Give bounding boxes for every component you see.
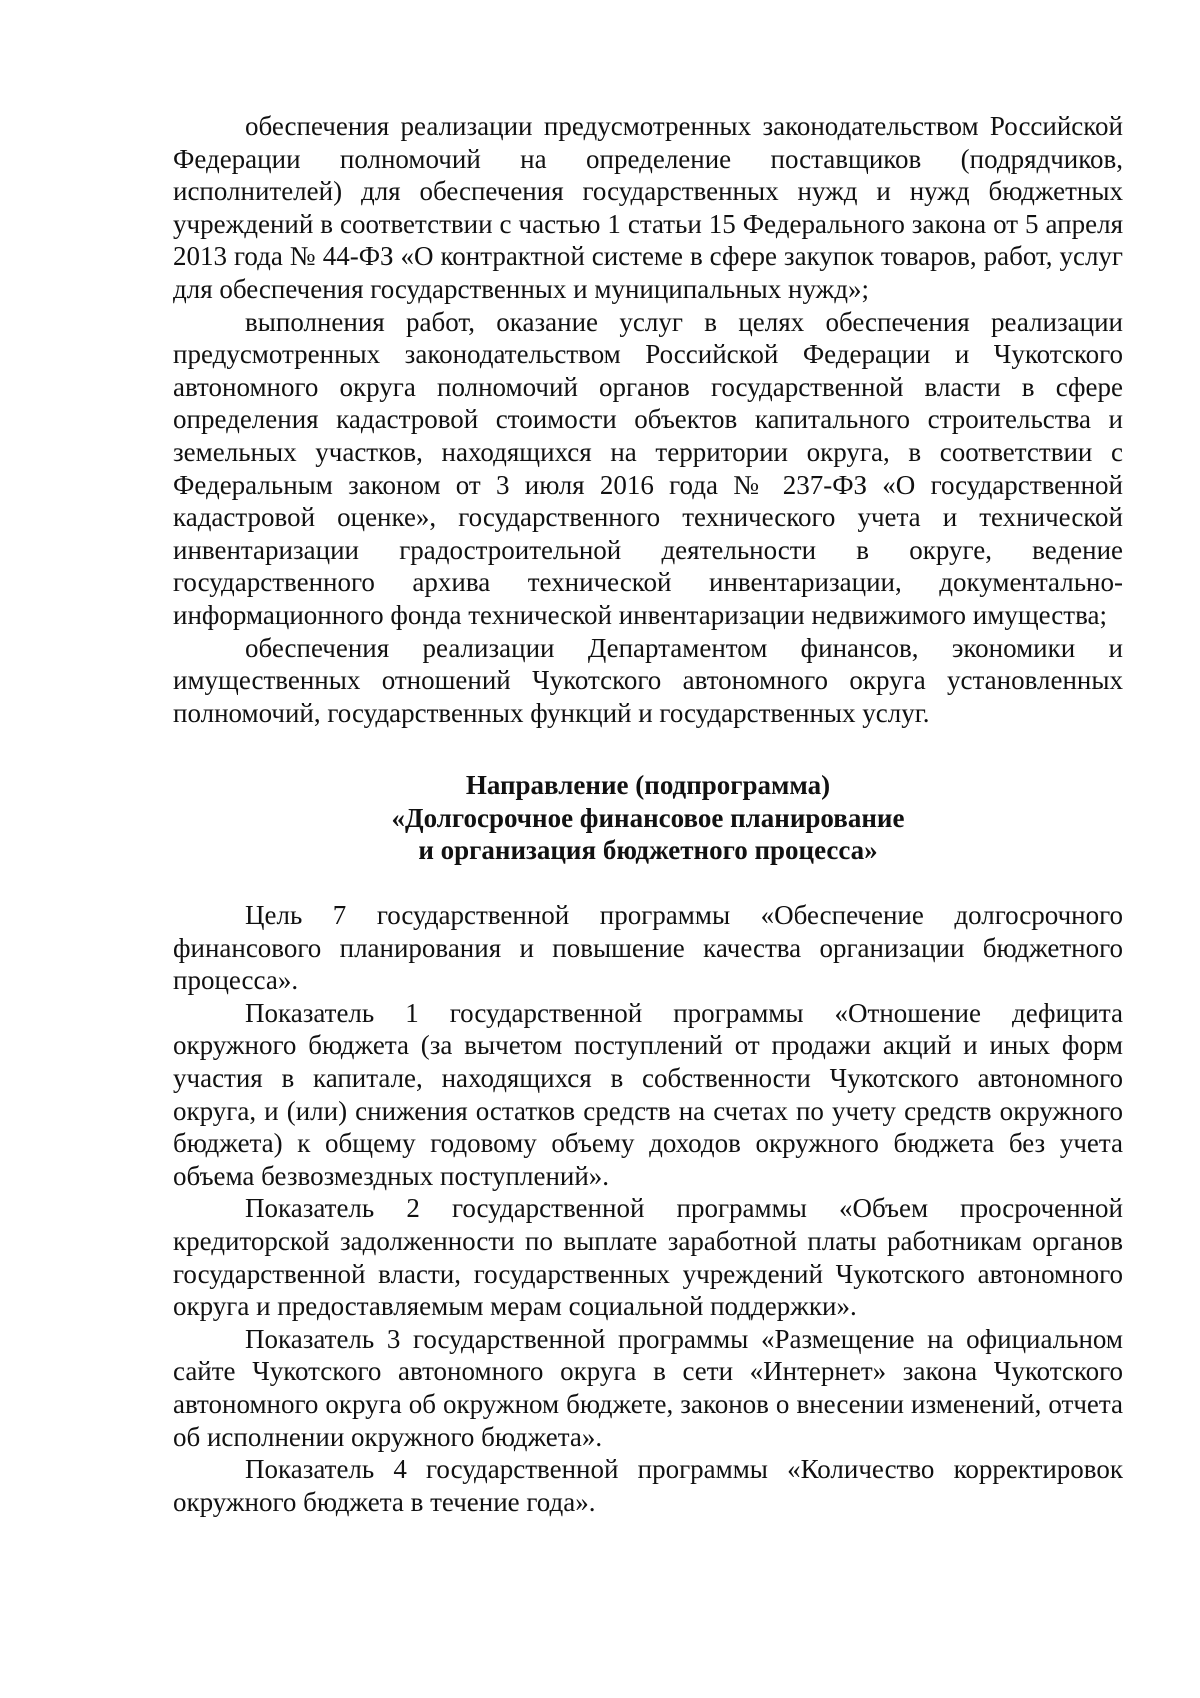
paragraph-indicator-3: Показатель 3 государственной программы «Размещение на официальном сайте Чукотского автономного округа в сети «Интернет» закона Чукотского автономного округа об окружном бюджете, законов о внесении изменений, отчета об исполнении окружного бюджета». xyxy=(173,1323,1123,1452)
heading-spacer xyxy=(173,867,1123,899)
section-heading-line-3: и организация бюджетного процесса» xyxy=(418,835,878,866)
section-heading-line-1: Направление (подпрограмма) xyxy=(465,770,831,801)
paragraph-indicator-4: Показатель 4 государственной программы «Количество корректировок окружного бюджета в течение года». xyxy=(173,1454,1123,1517)
section-heading-line-2: «Долгосрочное финансовое планирование xyxy=(391,802,905,833)
document-page xyxy=(173,110,1123,1518)
paragraph-indicator-2: Показатель 2 государственной программы «Объем просроченной кредиторской задолженности по выплате заработной платы работникам органов государственной власти, государственных учреждений Чукотского автономного округа и предоставляемым мерам социальной поддержки». xyxy=(173,1193,1123,1322)
paragraph-cadastral-works: выполнения работ, оказание услуг в целях обеспечения реализации предусмотренных законодательством Российской Федерации и Чукотского автономного округа полномочий органов государственной власти в сфере определения кадастровой стоимости объектов капитального строительства и земельных участков, находящихся на территории округа, в соответствии с Федеральным законом от 3 июля 2016 года № 237-ФЗ «О государственной кадастровой оценке», государственного технического учета и технической инвентаризации градостроительной деятельности в округе, ведение государственного архива технической инвентаризации, документально-информационного фонда технической инвентаризации недвижимого имущества; xyxy=(173,306,1123,630)
paragraph-procurement-powers: обеспечения реализации предусмотренных законодательством Российской Федерации полномочий на определение поставщиков (подрядчиков, исполнителей) для обеспечения государственных нужд и нужд бюджетных учреждений в соответствии с частью 1 статьи 15 Федерального закона от 5 апреля 2013 года № 44-ФЗ «О контрактной системе в сфере закупок товаров, работ, услуг для обеспечения государственных и муниципальных нужд»; xyxy=(173,111,1123,304)
paragraph-department-powers: обеспечения реализации Департаментом финансов, экономики и имущественных отношений Чукотского автономного округа установленных полномочий, государственных функций и государственных услуг. xyxy=(173,632,1123,728)
paragraph-indicator-1: Показатель 1 государственной программы «Отношение дефицита окружного бюджета (за вычетом поступлений от продажи акций и иных форм участия в капитале, находящихся в собственности Чукотского автономного округа, и (или) снижения остатков средств на счетах по учету средств окружного бюджета) к общему годовому объему доходов окружного бюджета без учета объема безвозмездных поступлений». xyxy=(173,997,1123,1191)
paragraph-goal-7: Цель 7 государственной программы «Обеспечение долгосрочного финансового планирования и повышение качества организации бюджетного процесса». xyxy=(173,900,1123,996)
section-heading xyxy=(173,769,1123,867)
